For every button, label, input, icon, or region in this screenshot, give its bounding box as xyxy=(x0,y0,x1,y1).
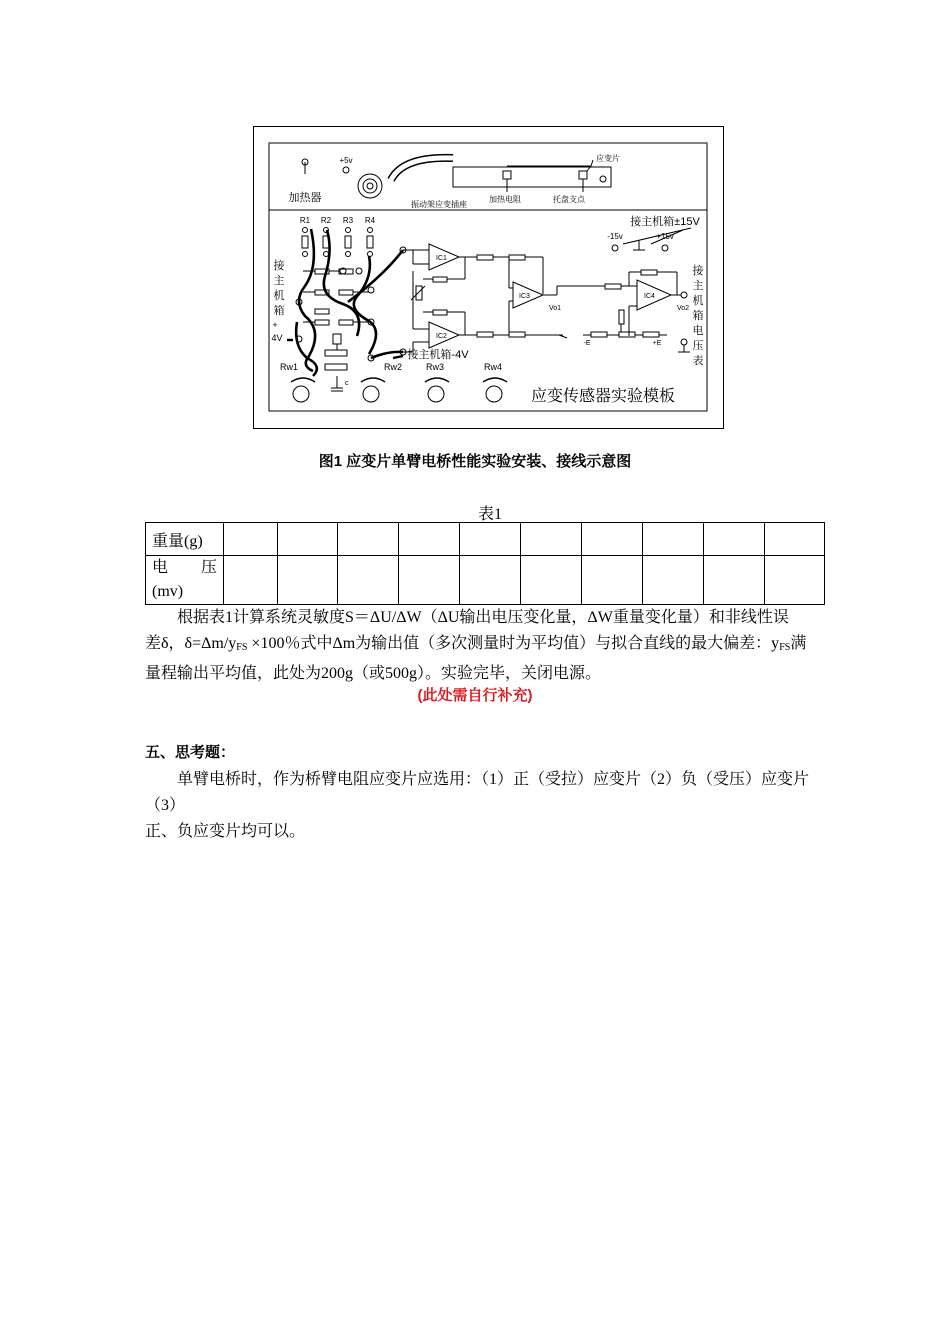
label-host-plus4v-1: 接 xyxy=(273,260,285,272)
text-fragment: 满 xyxy=(790,635,807,652)
patch-wire-4 xyxy=(348,250,403,302)
label-plus5v: +5v xyxy=(339,156,353,165)
table-cell[interactable] xyxy=(460,523,521,556)
paragraph-line xyxy=(145,631,825,661)
label-plus-e: +E xyxy=(652,340,662,347)
table-cell[interactable] xyxy=(338,556,399,605)
label-meter-7: 表 xyxy=(692,355,704,367)
row-label-voltage-a: 电 xyxy=(152,559,169,576)
potentiometer-rg xyxy=(416,286,422,300)
table-cell[interactable] xyxy=(521,556,582,605)
label-host-plus4v-2: 主 xyxy=(273,275,285,287)
label-vo1: Vo1 xyxy=(548,305,562,312)
subscript-fs: FS xyxy=(779,642,791,653)
label-minus-e: -E xyxy=(583,340,591,347)
paragraph-line: 正、负应变片均可以。 xyxy=(145,823,306,840)
label-minus15v: -15v xyxy=(607,232,623,241)
vibration-socket xyxy=(358,174,382,198)
row-label-voltage-unit: (mv) xyxy=(152,583,184,600)
table-cell[interactable] xyxy=(338,523,399,556)
experiment-wiring-diagram xyxy=(253,126,724,429)
label-heater: 加热器 xyxy=(288,192,322,204)
label-vibration-socket: 振动架应变插座 xyxy=(411,200,467,209)
paragraph-line: 量程输出平均值，此处为200g（或500g）。实验完毕，关闭电源。 xyxy=(145,665,602,682)
table-cell[interactable] xyxy=(582,523,643,556)
op-amp-ic1 xyxy=(429,244,459,270)
label-meter-4: 箱 xyxy=(692,310,704,322)
op-amp-ic2 xyxy=(429,322,459,348)
label-r4: R4 xyxy=(364,216,376,225)
paragraph-line: 根据表1计算系统灵敏度S＝ΔU/ΔW（ΔU输出电压变化量，ΔW重量变化量）和非线性误 xyxy=(177,609,789,626)
label-r1: R1 xyxy=(299,216,311,225)
label-module-title: 应变传感器实验模板 xyxy=(530,388,676,405)
label-rw1: Rw1 xyxy=(279,362,299,372)
label-host-pm15v: 接主机箱±15V xyxy=(630,216,700,228)
label-meter-1: 接 xyxy=(692,265,704,277)
label-host-plus4v-3: 机 xyxy=(273,290,285,302)
subscript-fs: FS xyxy=(236,642,248,653)
table-cell[interactable] xyxy=(765,523,825,556)
label-r3: R3 xyxy=(342,216,354,225)
section-heading-5: 五、思考题： xyxy=(145,744,236,761)
paragraph-line: 单臂电桥时，作为桥臂电阻应变片应选用：（1）正（受拉）应变片（2）负（受压）应变片（3） xyxy=(145,771,810,814)
table-cell[interactable] xyxy=(399,556,460,605)
potentiometer-knobs xyxy=(291,378,507,402)
text-fragment: 差δ，δ=Δm/y xyxy=(145,635,237,652)
label-meter-6: 压 xyxy=(692,340,704,352)
label-ic3: IC3 xyxy=(519,293,530,300)
label-ic4: IC4 xyxy=(644,293,655,300)
heater-ground-icon xyxy=(302,159,308,174)
table-cell[interactable] xyxy=(704,556,765,605)
label-host-plus4v-6: 4V xyxy=(271,333,283,343)
table-cell[interactable] xyxy=(643,523,704,556)
label-r2: R2 xyxy=(320,216,332,225)
label-rw3: Rw3 xyxy=(425,362,445,372)
label-heating-resistor: 加热电阻 xyxy=(489,195,521,204)
table-cell[interactable] xyxy=(704,523,765,556)
paragraph-sensitivity xyxy=(145,605,825,687)
table-cell[interactable] xyxy=(399,523,460,556)
label-capacitor-c: c xyxy=(345,380,349,387)
table-cell[interactable] xyxy=(224,523,278,556)
table-cell[interactable] xyxy=(765,556,825,605)
label-plus15v: +15v xyxy=(656,232,674,241)
table-cell[interactable] xyxy=(278,556,338,605)
label-ic2: IC2 xyxy=(436,333,447,340)
supplement-note: (此处需自行补充) xyxy=(417,687,533,704)
label-rw2: Rw2 xyxy=(383,362,403,372)
label-host-plus4v-5: + xyxy=(272,320,278,330)
table-cell[interactable] xyxy=(460,556,521,605)
label-vo2: Vo2 xyxy=(676,305,690,312)
data-table xyxy=(145,522,825,605)
row-label-weight: 重量(g) xyxy=(146,523,224,556)
label-meter-3: 机 xyxy=(692,295,704,307)
table-row-voltage xyxy=(146,556,825,605)
label-tray-pivot: 托盘支点 xyxy=(553,195,585,204)
label-host-plus4v-4: 箱 xyxy=(273,305,285,317)
table-cell[interactable] xyxy=(521,523,582,556)
text-fragment: ×100％式中Δm为输出值（多次测量时为平均值）与拟合直线的最大偏差：y xyxy=(247,635,780,652)
label-host-minus4v: 接主机箱-4V xyxy=(407,349,469,361)
row-label-voltage-b: 压 xyxy=(200,559,217,576)
table-cell[interactable] xyxy=(224,556,278,605)
table-title: 表1 xyxy=(477,506,502,523)
paragraph-question xyxy=(145,767,825,845)
figure-caption: 图1 应变片单臂电桥性能实验安装、接线示意图 xyxy=(318,453,632,470)
label-meter-5: 电 xyxy=(692,325,704,337)
op-amp-ic4 xyxy=(637,280,671,310)
op-amp-ic3 xyxy=(513,282,543,308)
table-cell[interactable] xyxy=(582,556,643,605)
row-label-voltage xyxy=(146,556,224,605)
label-meter-2: 主 xyxy=(692,280,704,292)
label-ic1: IC1 xyxy=(436,255,447,262)
label-rw4: Rw4 xyxy=(483,362,503,372)
table-cell[interactable] xyxy=(643,556,704,605)
patch-wire-3 xyxy=(354,256,376,354)
table-row-weight xyxy=(146,523,825,556)
label-strain-gauge: 应变片 xyxy=(596,154,620,163)
table-cell[interactable] xyxy=(278,523,338,556)
